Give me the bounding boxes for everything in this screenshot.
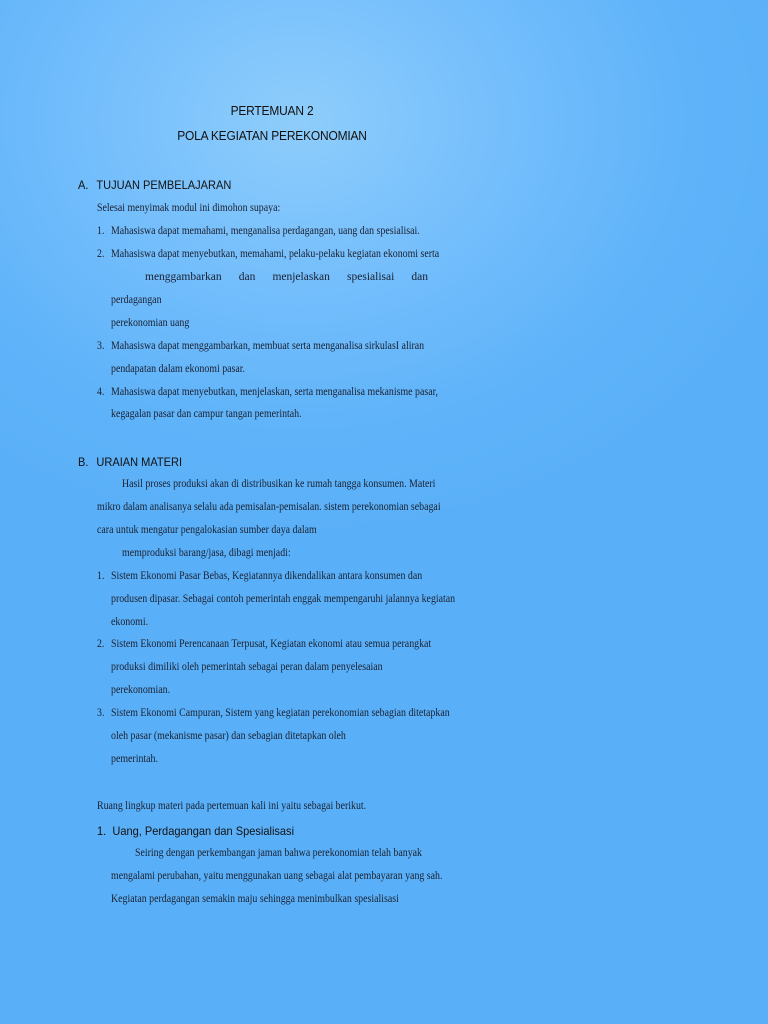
b-item3-line3: pemerintah. xyxy=(111,753,158,765)
b-paragraph-line2: mikro dalam analisanya selalu ada pemisalan-pemisalan. sistem perekonomian sebagai xyxy=(97,501,441,513)
b-item3-line2: oleh pasar (mekanisme pasar) dan sebagian ditetapkan oleh xyxy=(111,730,346,742)
section-a-letter: A. xyxy=(78,178,89,192)
a-item1-number: 1. xyxy=(97,225,105,237)
a-item2-word: menggambarkan xyxy=(145,271,222,283)
a-item3-number: 3. xyxy=(97,340,105,352)
a-item3-line2: pendapatan dalam ekonomi pasar. xyxy=(111,363,246,375)
a-item2-line1: Mahasiswa dapat menyebutkan, memahami, pelaku-pelaku kegiatan ekonomi serta xyxy=(111,248,440,260)
b-item2-number: 2. xyxy=(97,638,105,650)
b-paragraph-line3: cara untuk mengatur pengalokasian sumber daya dalam xyxy=(97,524,317,536)
page-title: PERTEMUAN 2 xyxy=(230,103,314,118)
b-paragraph-line4: memproduksi barang/jasa, dibagi menjadi: xyxy=(122,547,291,559)
b-sub1-line1: Seiring dengan perkembangan jaman bahwa perekonomian telah banyak xyxy=(135,847,422,859)
a-item2-line2 xyxy=(145,271,428,283)
b-sub1-line2: mengalami perubahan, yaitu menggunakan uang sebagai alat pembayaran yang sah. xyxy=(111,870,443,882)
a-item1-line1: Mahasiswa dapat memahami, menganalisa perdagangan, uang dan spesialisai. xyxy=(111,225,420,237)
b-item3-number: 3. xyxy=(97,707,105,719)
b-sub1-heading xyxy=(97,824,294,838)
a-item2-word: menjelaskan xyxy=(272,271,330,283)
b-item2-line3: perekonomian. xyxy=(111,684,171,696)
b-item3-line1: Sistem Ekonomi Campuran, Sistem yang kegiatan perekonomian sebagian ditetapkan xyxy=(111,707,450,719)
b-item2-line2: produksi dimiliki oleh pemerintah sebagai peran dalam penyelesaian xyxy=(111,661,383,673)
a-item2-line3: perdagangan xyxy=(111,294,162,306)
a-item3-line1: Mahasiswa dapat menggambarkan, membuat serta menganalisa sirkulasI aliran xyxy=(111,340,425,352)
a-item2-number: 2. xyxy=(97,248,105,260)
section-b-letter: B. xyxy=(78,455,89,469)
b-sub1-title: Uang, Perdagangan dan Spesialisasi xyxy=(112,824,295,838)
b-item2-line1: Sistem Ekonomi Perencanaan Terpusat, Kegiatan ekonomi atau semua perangkat xyxy=(111,638,432,650)
page-subtitle: POLA KEGIATAN PEREKONOMIAN xyxy=(177,128,367,143)
section-a-intro: Selesai menyimak modul ini dimohon supaya: xyxy=(97,202,281,214)
b-item1-line3: ekonomi. xyxy=(111,616,149,628)
b-sub1-number: 1. xyxy=(97,824,107,838)
a-item4-line1: Mahasiswa dapat menyebutkan, menjelaskan, serta menganalisa mekanisme pasar, xyxy=(111,386,438,398)
b-paragraph-line1: Hasil proses produksi akan di distribusikan ke rumah tangga konsumen. Materi xyxy=(122,478,436,490)
section-a-title: TUJUAN PEMBELAJARAN xyxy=(96,178,232,192)
a-item2-word: dan xyxy=(238,271,256,283)
b-scope-text: Ruang lingkup materi pada pertemuan kali ini yaitu sebagai berikut. xyxy=(97,800,367,812)
section-a-heading xyxy=(78,178,231,192)
a-item2-word: spesialisai xyxy=(347,271,395,283)
b-item1-line2: produsen dipasar. Sebagai contoh pemerintah enggak mempengaruhi jalannya kegiatan xyxy=(111,593,456,605)
b-sub1-line3: Kegiatan perdagangan semakin maju sehingga menimbulkan spesialisasi xyxy=(111,893,399,905)
a-item4-number: 4. xyxy=(97,386,105,398)
a-item2-line4: perekonomian uang xyxy=(111,317,190,329)
b-item1-number: 1. xyxy=(97,570,105,582)
section-b-title: URAIAN MATERI xyxy=(96,455,183,469)
b-item1-line1: Sistem Ekonomi Pasar Bebas, Kegiatannya dikendalikan antara konsumen dan xyxy=(111,570,423,582)
a-item2-word: dan xyxy=(411,271,428,283)
a-item4-line2: kegagalan pasar dan campur tangan pemerintah. xyxy=(111,408,302,420)
section-b-heading xyxy=(78,455,182,469)
